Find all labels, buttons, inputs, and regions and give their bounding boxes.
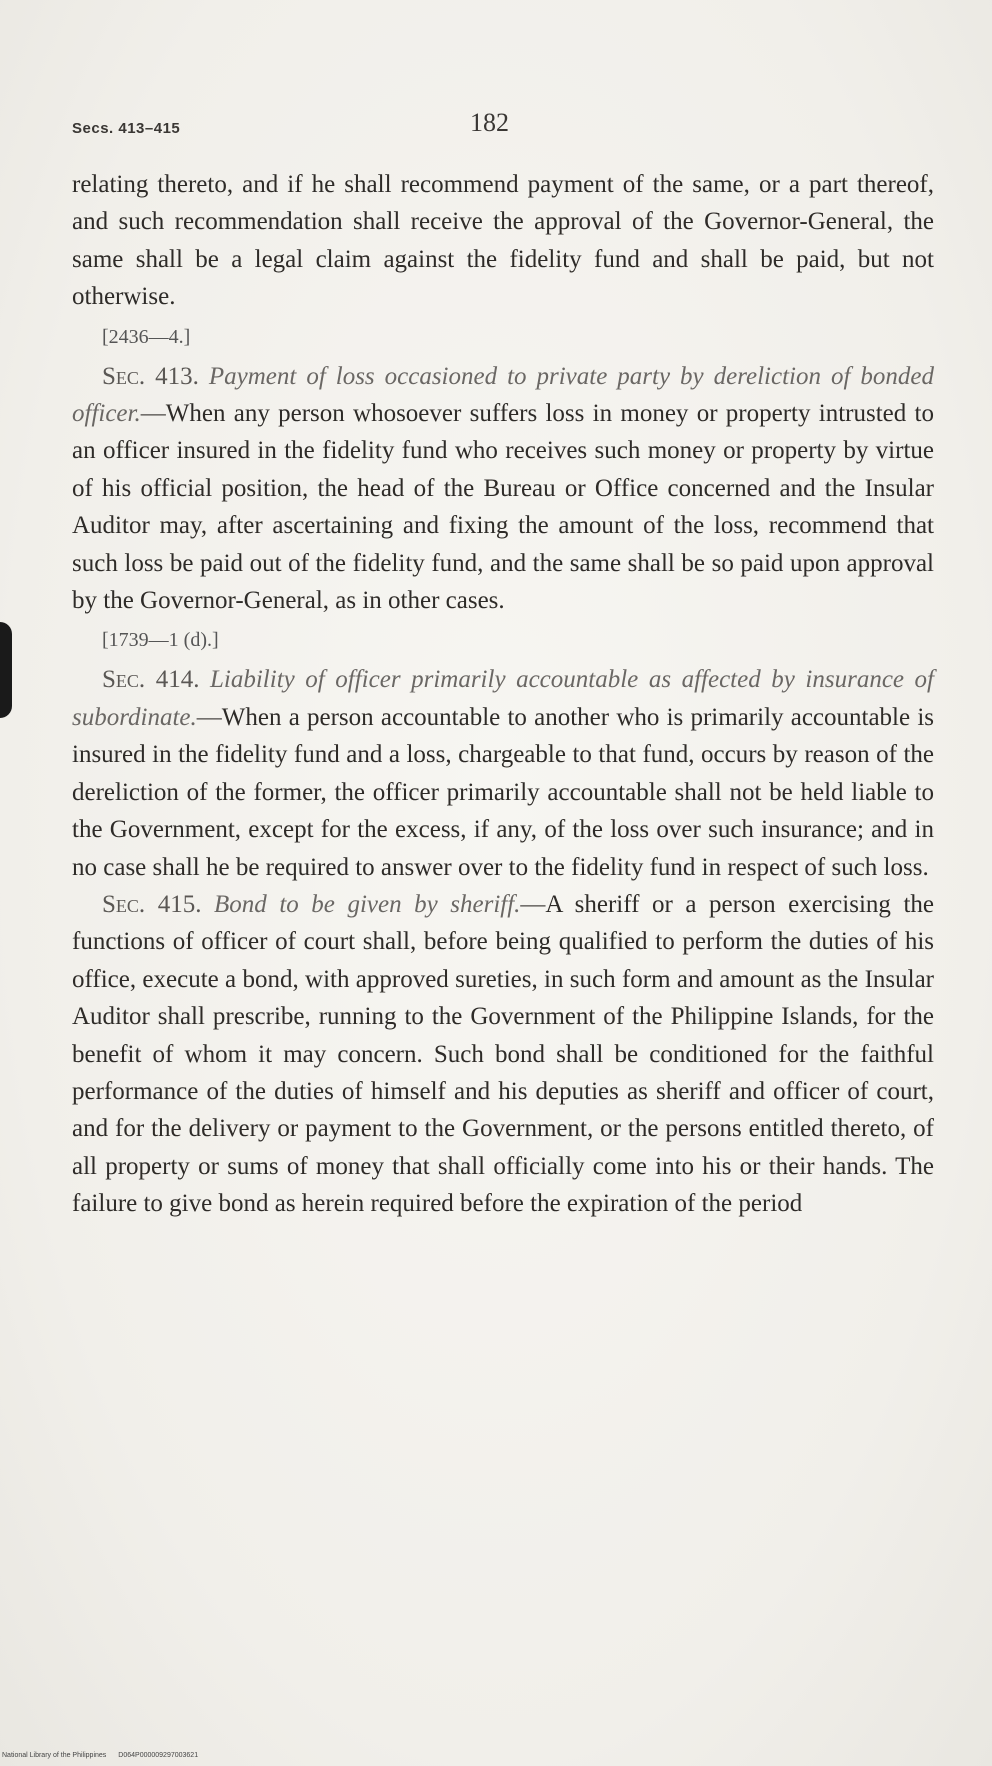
section-label: Sec. 415. bbox=[102, 890, 202, 918]
scan-identifier: D064P000009297003621 bbox=[118, 1752, 199, 1759]
section-dash: — bbox=[196, 703, 222, 731]
section-dash: — bbox=[140, 400, 166, 428]
section-414 bbox=[72, 661, 934, 885]
section-text: A sheriff or a person exercising the functions of officer of court shall, before being qualified to perform the duties of his office, execute a bond, with approved sureties, in such form and amount as the Insular Auditor shall prescribe, running to the Government of the Philippine Islands, for the benefit of whom it may concern. Such bond shall be conditioned for the faithful performance of the duties of himself and his deputies as sheriff and officer of court, and for the delivery or payment to the Government, or the persons entitled thereto, of all property or sums of money that shall officially come into his or their hands. The failure to give bond as herein required before the expiration of the period bbox=[72, 890, 934, 1218]
binding-shadow bbox=[0, 622, 12, 718]
section-413 bbox=[72, 358, 934, 620]
scan-footer bbox=[2, 1752, 198, 1759]
citation: [2436—4.] bbox=[102, 325, 191, 348]
section-title: Payment of loss occasioned to private party by dereliction of bonded officer. bbox=[72, 362, 934, 428]
section-label: Sec. 414. bbox=[102, 666, 200, 694]
section-text: When a person accountable to another who is primarily accountable is insured in the fidelity fund and a loss, chargeable to that fund, occurs by reason of the dereliction of the former, the officer primarily accountable shall not be held liable to the Government, except for the excess, if any, of the loss over such insurance; and in no case shall he be required to answer over to the fidelity fund in respect of such loss. bbox=[72, 703, 934, 881]
library-name: National Library of the Philippines bbox=[2, 1752, 107, 1759]
section-title: Liability of officer primarily accountable as affected by insurance of subordinate. bbox=[72, 666, 935, 731]
continuation-paragraph: relating thereto, and if he shall recommend payment of the same, or a part thereof, and such recommendation shall receive the approval of the Governor-General, the same shall be a legal claim against the fidelity fund and shall be paid, but not otherwise. bbox=[72, 171, 934, 311]
body-text bbox=[72, 166, 934, 1223]
section-title: Bond to be given by sheriff. bbox=[214, 890, 521, 918]
section-text: When any person whosoever suffers loss in money or property intrusted to an officer insured in the fidelity fund who receives such money or property by virtue of his official position, the head of the Bureau or Office concerned and the Insular Auditor may, after ascertaining and fixing the amount of the loss, recommend that such loss be paid out of the fidelity fund, and the same shall be so paid upon approval by the Governor-General, as in other cases. bbox=[72, 400, 934, 615]
section-label: Sec. 413. bbox=[102, 362, 199, 390]
citation: [1739—1 (d).] bbox=[102, 629, 219, 652]
section-dash: — bbox=[520, 890, 546, 918]
section-415 bbox=[72, 886, 934, 1223]
page-number: 182 bbox=[470, 108, 509, 137]
running-head: Secs. 413–415 bbox=[72, 120, 181, 137]
